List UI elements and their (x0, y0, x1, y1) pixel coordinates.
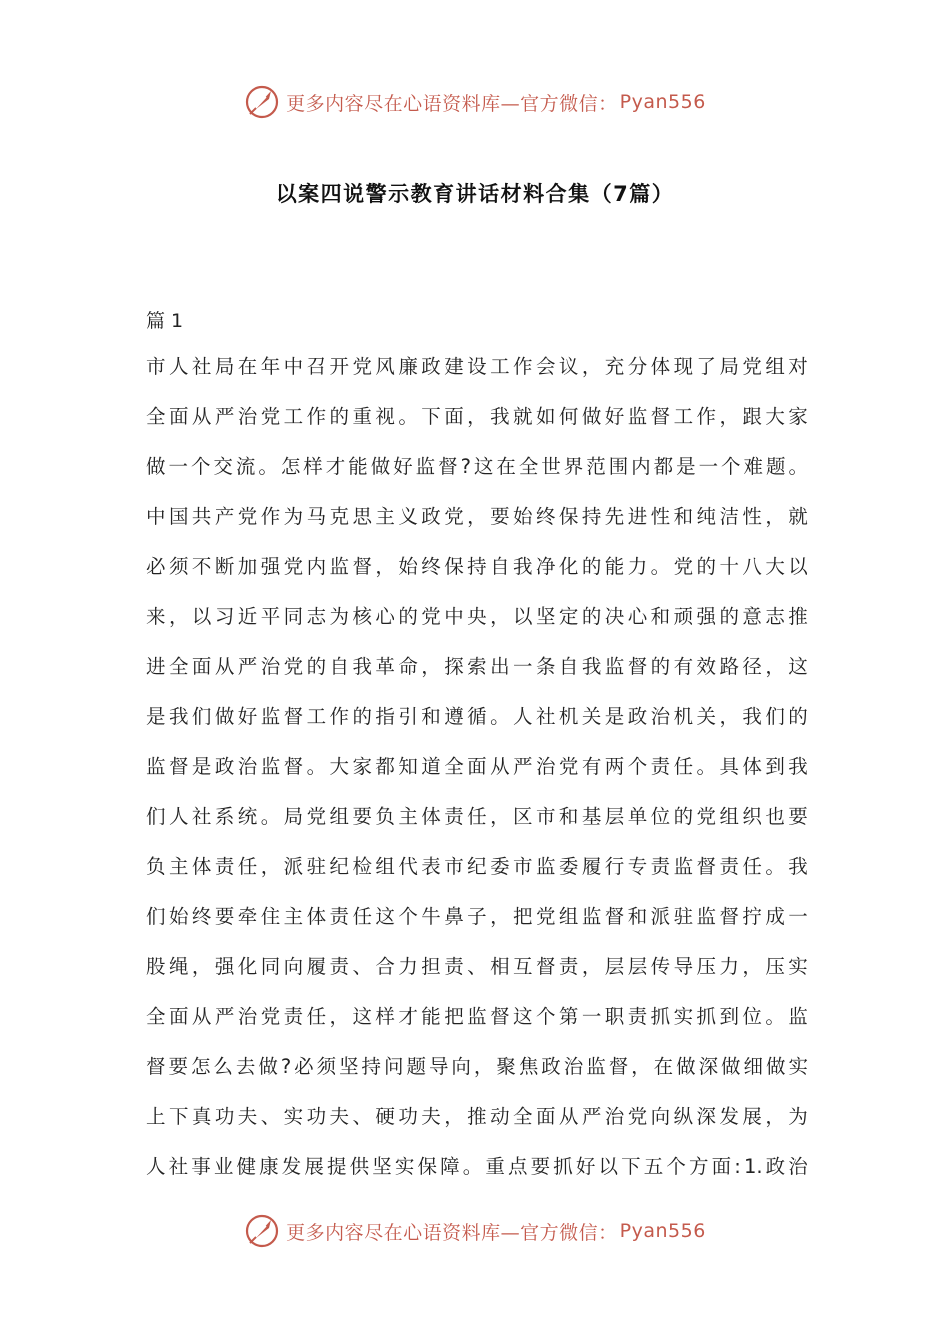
body-line: 做 一 个 交 流 。 怎 样 才 能 做 好 监 督 ? 这 在 全 世 界 范 围 内 都 是 一 个 难 题 。 (146, 455, 808, 478)
document-title: 以案四说警示教育讲话材料合集（7篇） (275, 182, 675, 206)
watermark-banner-top (0, 82, 950, 122)
watermark-wechat-id: Pyan556 (619, 1220, 706, 1242)
watermark-wechat-id: Pyan556 (619, 91, 706, 113)
body-line: 人 社 事 业 健 康 发 展 提 供 坚 实 保 障 。 重 点 要 抓 好 以 下 五 个 方 面 : 1. 政 治 (146, 1155, 808, 1178)
body-line: 来 ， 以 习 近 平 同 志 为 核 心 的 党 中 央 ， 以 坚 定 的 决 心 和 顽 强 的 意 志 推 (146, 605, 808, 628)
quill-logo-icon (244, 84, 280, 120)
body-line: 是 我 们 做 好 监 督 工 作 的 指 引 和 遵 循 。 人 社 机 关 是 政 治 机 关 ， 我 们 的 (146, 705, 808, 728)
body-line: 全 面 从 严 治 党 责 任 ， 这 样 才 能 把 监 督 这 个 第 一 职 责 抓 实 抓 到 位 。 监 (146, 1005, 808, 1028)
body-text (146, 342, 808, 1192)
quill-logo-icon (244, 1213, 280, 1249)
body-line: 负 主 体 责 任 ， 派 驻 纪 检 组 代 表 市 纪 委 市 监 委 履 行 专 责 监 督 责 任 。 我 (146, 855, 808, 878)
body-line: 们 人 社 系 统 。 局 党 组 要 负 主 体 责 任 ， 区 市 和 基 层 单 位 的 党 组 织 也 要 (146, 805, 808, 828)
body-line: 监 督 是 政 治 监 督 。 大 家 都 知 道 全 面 从 严 治 党 有 两 个 责 任 。 具 体 到 我 (146, 755, 808, 778)
body-line: 必 须 不 断 加 强 党 内 监 督 ， 始 终 保 持 自 我 净 化 的 能 力 。 党 的 十 八 大 以 (146, 555, 808, 578)
body-line: 督 要 怎 么 去 做 ? 必 须 坚 持 问 题 导 向 ， 聚 焦 政 治 监 督 ， 在 做 深 做 细 做 实 (146, 1055, 808, 1078)
body-line: 股 绳 ， 强 化 同 向 履 责 、 合 力 担 责 、 相 互 督 责 ， 层 层 传 导 压 力 ， 压 实 (146, 955, 808, 978)
body-line: 上 下 真 功 夫 、 实 功 夫 、 硬 功 夫 ， 推 动 全 面 从 严 治 党 向 纵 深 发 展 ， 为 (146, 1105, 808, 1128)
body-line: 市 人 社 局 在 年 中 召 开 党 风 廉 政 建 设 工 作 会 议 ， 充 分 体 现 了 局 党 组 对 (146, 355, 808, 378)
watermark-text: 更多内容尽在心语资料库—官方微信： (286, 92, 618, 115)
section-label: 篇 1 (146, 310, 184, 332)
body-line: 全 面 从 严 治 党 工 作 的 重 视 。 下 面 ， 我 就 如 何 做 好 监 督 工 作 ， 跟 大 家 (146, 405, 808, 428)
body-line: 中 国 共 产 党 作 为 马 克 思 主 义 政 党 ， 要 始 终 保 持 先 进 性 和 纯 洁 性 ， 就 (146, 505, 808, 528)
body-line: 进 全 面 从 严 治 党 的 自 我 革 命 ， 探 索 出 一 条 自 我 监 督 的 有 效 路 径 ， 这 (146, 655, 808, 678)
watermark-banner-bottom (0, 1211, 950, 1251)
watermark-text: 更多内容尽在心语资料库—官方微信： (286, 1221, 618, 1244)
body-line: 们 始 终 要 牵 住 主 体 责 任 这 个 牛 鼻 子 ， 把 党 组 监 督 和 派 驻 监 督 拧 成 一 (146, 905, 808, 928)
